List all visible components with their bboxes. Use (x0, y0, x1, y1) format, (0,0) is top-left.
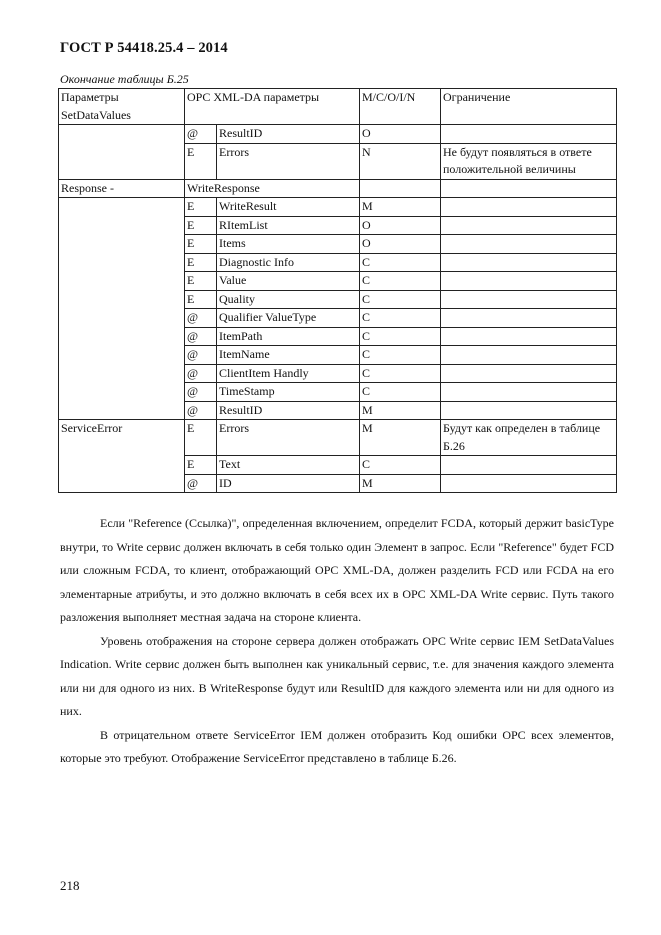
cell-code: M (360, 401, 441, 420)
cell-limit (441, 346, 617, 365)
table-row (59, 420, 617, 456)
cell-limit (441, 327, 617, 346)
cell-code: M (360, 420, 441, 456)
document-header: ГОСТ Р 54418.25.4 – 2014 (60, 40, 228, 56)
cell-code: C (360, 309, 441, 328)
cell-limit (441, 235, 617, 254)
cell-type: E (185, 216, 217, 235)
cell-type: @ (185, 327, 217, 346)
cell-limit (441, 401, 617, 420)
cell-limit (441, 179, 617, 198)
cell-type: E (185, 198, 217, 217)
cell-name: Errors (217, 420, 360, 456)
cell-limit (441, 456, 617, 475)
cell-param: ServiceError (59, 420, 185, 493)
cell-type: E (185, 420, 217, 456)
cell-limit (441, 216, 617, 235)
header-opc: OPC XML-DA параметры (185, 89, 360, 125)
cell-code: O (360, 216, 441, 235)
cell-name: Diagnostic Info (217, 253, 360, 272)
cell-type: E (185, 290, 217, 309)
cell-name: WriteResult (217, 198, 360, 217)
cell-name: ResultID (217, 401, 360, 420)
cell-type: E (185, 143, 217, 179)
cell-name: TimeStamp (217, 383, 360, 402)
header-mcoin: M/C/O/I/N (360, 89, 441, 125)
paragraph: Уровень отображения на стороне сервера должен отображать OPC Write сервис IEM SetDataValues Indication. Write сервис должен быть выполнен как уникальный сервис, т.е. для значения каждого элемента или ни для одного из них. В WriteResponse будут или ResultID для каждого элемента или ни для одного из них. (60, 633, 614, 718)
cell-name: ID (217, 474, 360, 493)
table-header-row (59, 89, 617, 125)
cell-name: Text (217, 456, 360, 475)
cell-type: @ (185, 309, 217, 328)
cell-type: @ (185, 364, 217, 383)
cell-name: Qualifier ValueType (217, 309, 360, 328)
cell-code: O (360, 125, 441, 144)
table-caption: Окончание таблицы Б.25 (60, 72, 189, 86)
cell-type: @ (185, 346, 217, 365)
cell-name: ClientItem Handly (217, 364, 360, 383)
header-params: Параметры SetDataValues (59, 89, 185, 125)
table-row (59, 125, 617, 144)
cell-code: N (360, 143, 441, 179)
cell-code: C (360, 290, 441, 309)
cell-type: @ (185, 474, 217, 493)
cell-limit (441, 272, 617, 291)
page-number: 218 (60, 878, 80, 893)
cell-type: E (185, 235, 217, 254)
cell-param (59, 125, 185, 180)
cell-type: @ (185, 401, 217, 420)
cell-name: ItemName (217, 346, 360, 365)
cell-type: @ (185, 125, 217, 144)
cell-code: O (360, 235, 441, 254)
cell-param: Response - (59, 179, 185, 198)
cell-code: M (360, 198, 441, 217)
cell-limit: Будут как определен в таблице Б.26 (441, 420, 617, 456)
cell-code: C (360, 272, 441, 291)
parameters-table (58, 88, 617, 493)
cell-code: M (360, 474, 441, 493)
cell-type: E (185, 253, 217, 272)
header-limit: Ограничение (441, 89, 617, 125)
cell-limit (441, 474, 617, 493)
paragraph: Если "Reference (Ссылка)", определенная включением, определит FCDA, который держит basicType внутри, то Write сервис должен включать в себя только один Элемент в запрос. Если "Reference" будет FCD или сложным FCDA, то клиент, отображающий OPC XML-DA, должен разделить FCD или FCDA на его элементарные атрибуты, и это должно включать в себя всех их в OPC XML-DA Write сервис. Путь такого разложения выполняет местная задача на стороне клиента. (60, 516, 614, 624)
cell-code (360, 179, 441, 198)
cell-name: RItemList (217, 216, 360, 235)
cell-name: Errors (217, 143, 360, 179)
table-row (59, 198, 617, 217)
cell-name: ItemPath (217, 327, 360, 346)
cell-limit: Не будут появляться в ответе положительной величины (441, 143, 617, 179)
cell-name: ResultID (217, 125, 360, 144)
cell-limit (441, 125, 617, 144)
cell-type: E (185, 456, 217, 475)
cell-limit (441, 364, 617, 383)
cell-code: C (360, 346, 441, 365)
cell-type: @ (185, 383, 217, 402)
body-text (60, 512, 614, 771)
cell-group: WriteResponse (185, 179, 360, 198)
cell-code: C (360, 327, 441, 346)
cell-code: C (360, 364, 441, 383)
cell-code: C (360, 383, 441, 402)
cell-limit (441, 383, 617, 402)
cell-limit (441, 198, 617, 217)
cell-name: Items (217, 235, 360, 254)
cell-limit (441, 290, 617, 309)
cell-param (59, 198, 185, 420)
cell-limit (441, 309, 617, 328)
cell-name: Quality (217, 290, 360, 309)
cell-limit (441, 253, 617, 272)
cell-name: Value (217, 272, 360, 291)
cell-code: C (360, 253, 441, 272)
cell-code: C (360, 456, 441, 475)
cell-type: E (185, 272, 217, 291)
paragraph: В отрицательном ответе ServiceError IEM должен отобразить Код ошибки OPC всех элементов, которые это требуют. Отображение ServiceError представлено в таблице Б.26. (60, 727, 614, 765)
table-row (59, 179, 617, 198)
